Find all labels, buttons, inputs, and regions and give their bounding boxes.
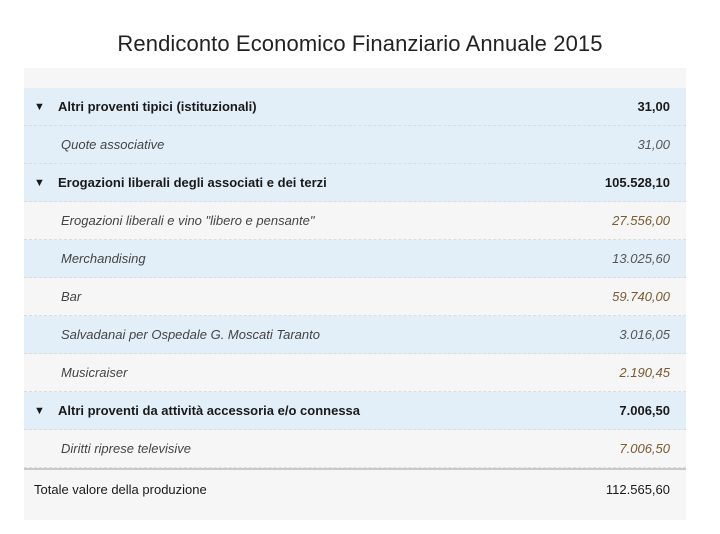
triangle-down-icon[interactable]: ▼ <box>34 404 45 417</box>
total-row <box>24 468 686 508</box>
group-label: Altri proventi da attività accessoria e/o connessa <box>58 403 361 418</box>
group-row-erogazioni-liberali[interactable] <box>24 164 686 202</box>
group-value: 105.528,10 <box>604 175 670 190</box>
total-label: Totale valore della produzione <box>34 481 207 497</box>
report-table <box>24 88 686 508</box>
list-item <box>24 316 686 354</box>
triangle-down-icon[interactable]: ▼ <box>34 176 45 189</box>
item-label: Bar <box>61 289 82 304</box>
item-label: Salvadanai per Ospedale G. Moscati Taranto <box>61 327 320 342</box>
item-label: Quote associative <box>61 137 165 152</box>
group-value: 7.006,50 <box>619 403 670 418</box>
list-item <box>24 126 686 164</box>
list-item <box>24 430 686 468</box>
triangle-down-icon[interactable]: ▼ <box>34 100 45 113</box>
page-title: Rendiconto Economico Finanziario Annuale 2015 <box>117 31 603 56</box>
list-item <box>24 240 686 278</box>
item-value: 31,00 <box>637 137 670 152</box>
group-row-altri-proventi-tipici[interactable] <box>24 88 686 126</box>
list-item <box>24 354 686 392</box>
list-item <box>24 278 686 316</box>
item-label: Musicraiser <box>61 365 128 380</box>
item-value: 2.190,45 <box>619 365 670 380</box>
item-value: 27.556,00 <box>612 213 670 228</box>
item-label: Erogazioni liberali e vino "libero e pensante" <box>61 213 315 228</box>
item-value: 13.025,60 <box>612 251 670 266</box>
item-label: Merchandising <box>61 251 146 266</box>
group-value: 31,00 <box>637 99 670 114</box>
item-label: Diritti riprese televisive <box>61 441 192 456</box>
total-value: 112.565,60 <box>605 481 670 497</box>
list-item <box>24 202 686 240</box>
group-label: Erogazioni liberali degli associati e dei terzi <box>58 175 327 190</box>
group-row-altri-proventi-accessoria[interactable] <box>24 392 686 430</box>
item-value: 59.740,00 <box>612 289 670 304</box>
item-value: 3.016,05 <box>619 327 670 342</box>
item-value: 7.006,50 <box>619 441 670 456</box>
group-label: Altri proventi tipici (istituzionali) <box>58 99 257 114</box>
